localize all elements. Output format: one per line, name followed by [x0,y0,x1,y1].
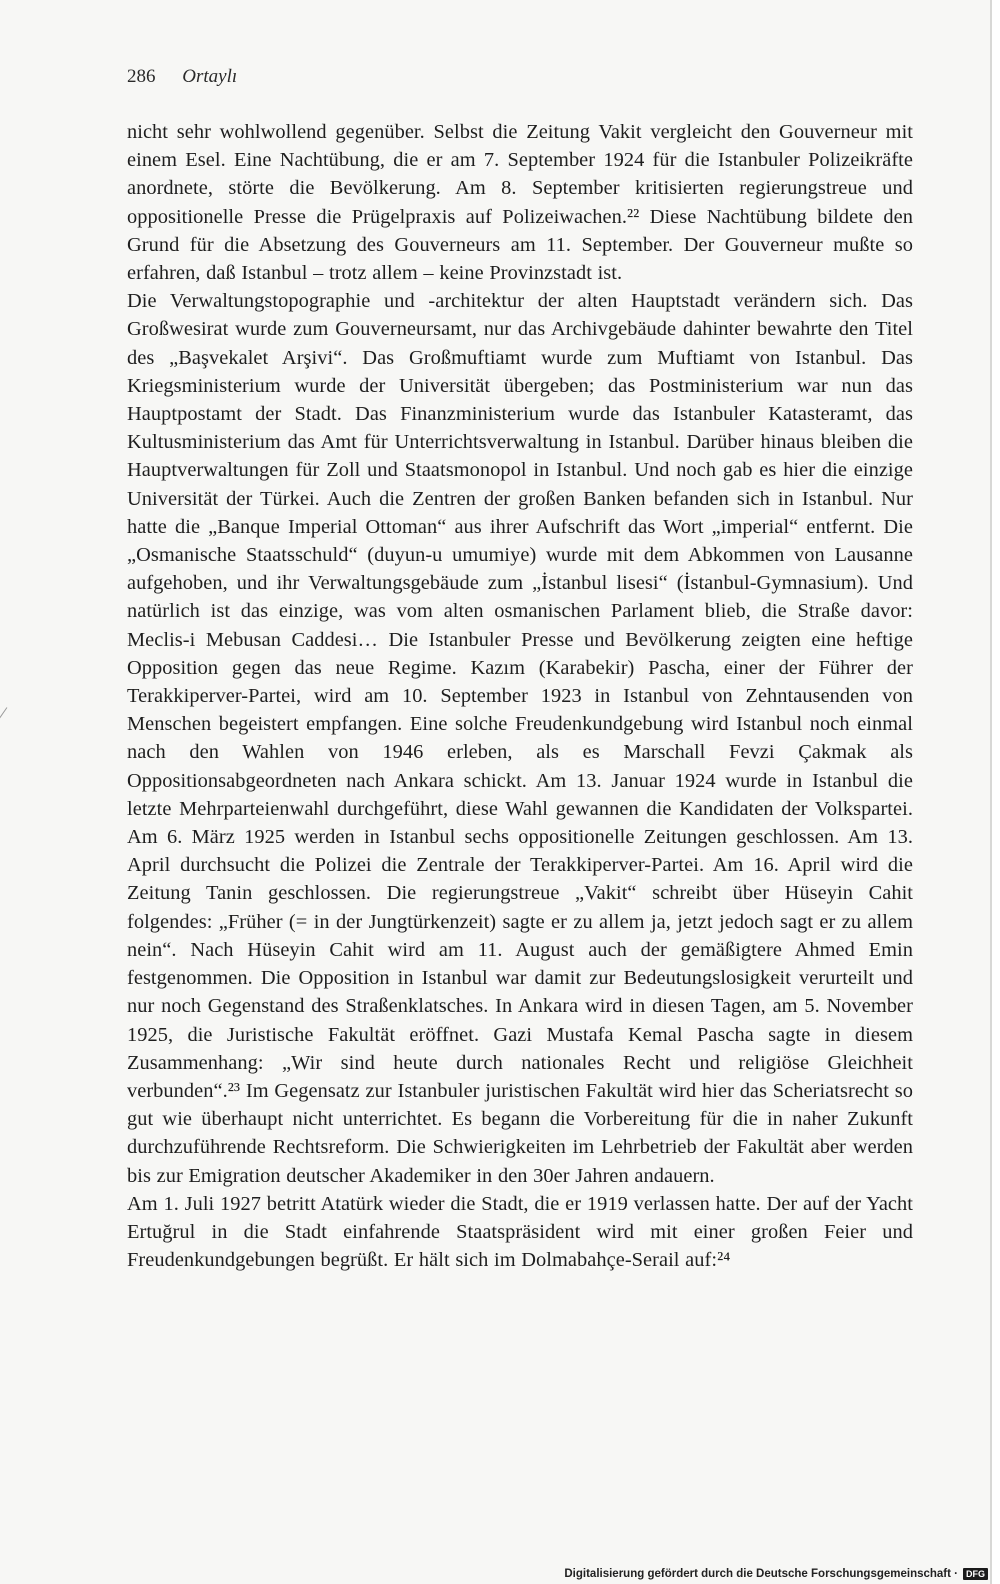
page-number: 286 [127,66,156,87]
page-header [127,66,237,88]
dfg-logo: DFG [963,1568,988,1580]
paragraph: nicht sehr wohlwollend gegenüber. Selbst die Zeitung Vakit vergleicht den Gouverneur mit einem Esel. Eine Nachtübung, die er am 7. September 1924 für die Istanbuler Polizeikräfte anordnete, störte die Bevölkerung. Am 8. September kritisierten regierungstreue und oppositionelle Presse die Prügelpraxis auf Polizeiwachen.²² Diese Nachtübung bildete den Grund für die Absetzung des Gouverneurs am 11. September. Der Gouverneur mußte so erfahren, daß Istanbul – trotz allem – keine Provinzstadt ist. [127,121,913,285]
digitization-footer [564,1568,988,1580]
running-head: Ortaylı [182,66,238,87]
body-text [127,118,913,1274]
paragraph: Am 1. Juli 1927 betritt Atatürk wieder die Stadt, die er 1919 verlassen hatte. Der auf der Yacht Ertuğrul in die Stadt einfahrende Staatspräsident wird mit einer großen Feier und Freudenkundgebungen begrüßt. Er hält sich im Dolmabahçe-Serail auf:²⁴ [127,1192,913,1272]
paragraph: Die Verwaltungstopographie und -architektur der alten Hauptstadt verändern sich. Das Großwesirat wurde zum Gouverneursamt, nur das Archivgebäude dahinter bewahrte den Titel des „Başvekalet Arşivi“. Das Großmuftiamt wurde zum Muftiamt von Istanbul. Das Kriegsministerium wurde der Universität übergeben; das Postministerium war nun das Hauptpostamt der Stadt. Das Finanzministerium wurde das Istanbuler Katasteramt, das Kultusministerium das Amt für Unterrichtsverwaltung in Istanbul. Darüber hinaus bleiben die Hauptverwaltungen für Zoll und Staatsmonopol in Istanbul. Und noch gab es hier die einzige Universität der Türkei. Auch die Zentren der großen Banken befanden sich in Istanbul. Nur hatte die „Banque Imperial Ottoman“ aus ihrer Aufschrift das Wort „imperial“ entfernt. Die „Osmanische Staatsschuld“ (duyun-u umumiye) wurde mit dem Abkommen von Lausanne aufgehoben, und ihr Verwaltungsgebäude zum „İstanbul lisesi“ (İstanbul-Gymnasium). Und natürlich ist das einzige, was vom alten osmanischen Parlament blieb, die Straße davor: Meclis-i Mebusan Caddesi… Die Istanbuler Presse und Bevölkerung zeigten eine heftige Opposition gegen das neue Regime. Kazım (Karabekir) Pascha, einer der Führer der Terakkiperver-Partei, wird am 10. September 1923 in Istanbul von Zehntausenden von Menschen begeistert empfangen. Eine solche Freudenkundgebung wird Istanbul noch einmal nach den Wahlen von 1946 erleben, als es Marschall Fevzi Çakmak als Oppositionsabgeordneten nach Ankara schickt. Am 13. Januar 1924 wurde in Istanbul die letzte Mehrparteienwahl durchgeführt, diese Wahl gewannen die Kandidaten der Volkspartei. Am 6. März 1925 werden in Istanbul sechs oppositionelle Zeitungen geschlossen. Am 13. April durchsucht die Polizei die Zentrale der Terakkiperver-Partei. Am 16. April wird die Zeitung Tanin geschlossen. Die regierungstreue „Vakit“ schreibt über Hüseyin Cahit folgendes: „Früher (= in der Jungtürkenzeit) sagte er zu allem ja, jetzt jedoch sagt er zu allem nein“. Nach Hüseyin Cahit wird am 11. August auch der gemäßigtere Ahmed Emin festgenommen. Die Opposition in Istanbul war damit zur Bedeutungslosigkeit verurteilt und nur noch Gegenstand des Straßenklatsches. In Ankara wird in diesen Tagen, am 5. November 1925, die Juristische Fakultät eröffnet. Gazi Mustafa Kemal Pascha sagte in diesem Zusammenhang: „Wir sind heute durch nationales Recht und religiöse Gleichheit verbunden“.²³ Im Gegensatz zur Istanbuler juristischen Fakultät wird hier das Scheriatsrecht so gut wie überhaupt nicht unterrichtet. Es begann die Vorbereitung für die in naher Zukunft durchzuführende Rechtsreform. Die Schwierigkeiten im Lehrbetrieb der Fakultät aber werden bis zur Emigration deutscher Akademiker in den 30er Jahren andauern. [127,290,913,1187]
margin-mark [0,707,14,729]
footer-text: Digitalisierung gefördert durch die Deutsche Forschungsgemeinschaft · [564,1568,958,1580]
